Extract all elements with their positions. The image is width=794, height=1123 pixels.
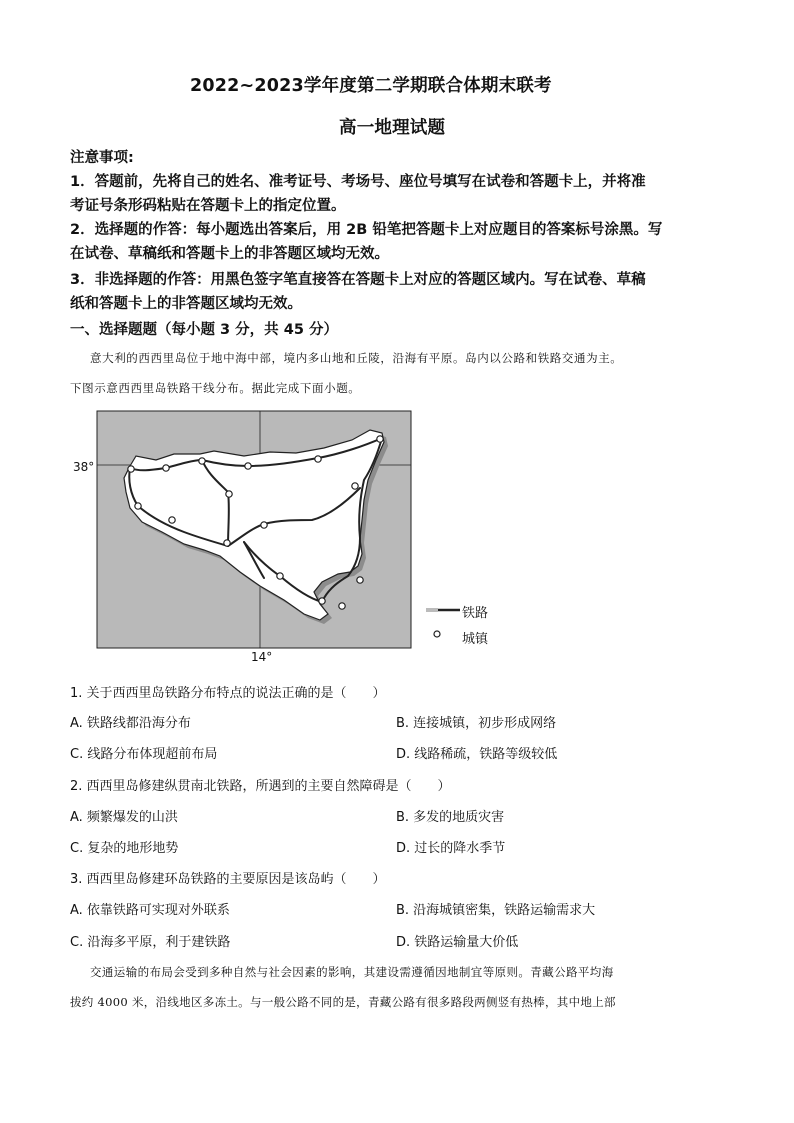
- question-3-option-a: A. 依靠铁路可实现对外联系: [70, 903, 230, 918]
- town: [135, 503, 141, 509]
- notice-item-2-line-1: 2．选择题的作答：每小题选出答案后，用 2B 铅笔把答题卡上对应题目的答案标号涂黑。写: [70, 222, 663, 238]
- question-2-option-c: C. 复杂的地形地势: [70, 841, 179, 856]
- town: [169, 517, 175, 523]
- question-2-option-b: B. 多发的地质灾害: [396, 810, 505, 825]
- notice-item-2-line-2: 在试卷、草稿纸和答题卡上的非答题区域均无效。: [70, 246, 389, 262]
- question-3-stem: 3. 西西里岛修建环岛铁路的主要原因是该岛屿（ ）: [70, 872, 386, 887]
- town: [199, 458, 205, 464]
- question-1-option-c: C. 线路分布体现超前布局: [70, 747, 218, 762]
- question-1-option-b: B. 连接城镇，初步形成网络: [396, 716, 557, 731]
- section-1-intro-line-2: 下图示意西西里岛铁路干线分布。据此完成下面小题。: [70, 381, 361, 395]
- town: [226, 491, 232, 497]
- town: [357, 577, 363, 583]
- legend-town-label: 城镇: [462, 632, 489, 647]
- town: [339, 603, 345, 609]
- section-1-heading: 一、选择题题（每小题 3 分，共 45 分）: [70, 322, 338, 338]
- town: [128, 466, 134, 472]
- town: [261, 522, 267, 528]
- legend-symbols: [424, 600, 464, 644]
- town: [352, 483, 358, 489]
- legend-railway-label: 铁路: [462, 606, 489, 621]
- town: [224, 540, 230, 546]
- passage-2-line-1: 交通运输的布局会受到多种自然与社会因素的影响，其建设需遵循因地制宜等原则。青藏公路平均海: [90, 965, 614, 979]
- notice-item-3-line-1: 3．非选择题的作答：用黑色签字笔直接答在答题卡上对应的答题区域内。写在试卷、草稿: [70, 272, 646, 288]
- map-legend: [424, 600, 514, 650]
- question-1-option-a: A. 铁路线都沿海分布: [70, 716, 191, 731]
- question-3-option-b: B. 沿海城镇密集，铁路运输需求大: [396, 903, 596, 918]
- question-2-stem: 2. 西西里岛修建纵贯南北铁路，所遇到的主要自然障碍是（ ）: [70, 779, 451, 794]
- notice-heading: 注意事项:: [70, 150, 134, 166]
- question-1-stem: 1. 关于西西里岛铁路分布特点的说法正确的是（ ）: [70, 686, 386, 701]
- town: [163, 465, 169, 471]
- sicily-railway-map: [68, 408, 428, 670]
- notice-item-1-line-1: 1．答题前，先将自己的姓名、准考证号、考场号、座位号填写在试卷和答题卡上，并将准: [70, 174, 646, 190]
- question-3-option-c: C. 沿海多平原，利于建铁路: [70, 935, 231, 950]
- town: [319, 598, 325, 604]
- longitude-label: 14°: [251, 650, 273, 664]
- section-1-intro-line-1: 意大利的西西里岛位于地中海中部，境内多山地和丘陵，沿海有平原。岛内以公路和铁路交通为主。: [90, 351, 623, 365]
- town: [245, 463, 251, 469]
- town: [277, 573, 283, 579]
- notice-item-1-line-2: 考证号条形码粘贴在答题卡上的指定位置。: [70, 198, 346, 214]
- map-svg: [68, 408, 428, 670]
- question-1-option-d: D. 线路稀疏，铁路等级较低: [396, 747, 558, 762]
- legend-town-symbol: [434, 631, 440, 637]
- exam-title: 2022~2023学年度第二学期联合体期末联考: [190, 76, 552, 96]
- town: [315, 456, 321, 462]
- exam-subtitle: 高一地理试题: [339, 118, 446, 138]
- town: [377, 436, 383, 442]
- notice-item-3-line-2: 纸和答题卡上的非答题区域均无效。: [70, 296, 302, 312]
- latitude-label: 38°: [73, 460, 95, 474]
- question-2-option-d: D. 过长的降水季节: [396, 841, 506, 856]
- passage-2-line-2: 拔约 4000 米，沿线地区多冻土。与一般公路不同的是，青藏公路有很多路段两侧竖有热棒，其中地上部: [70, 995, 616, 1009]
- question-3-option-d: D. 铁路运输量大价低: [396, 935, 519, 950]
- question-2-option-a: A. 频繁爆发的山洪: [70, 810, 178, 825]
